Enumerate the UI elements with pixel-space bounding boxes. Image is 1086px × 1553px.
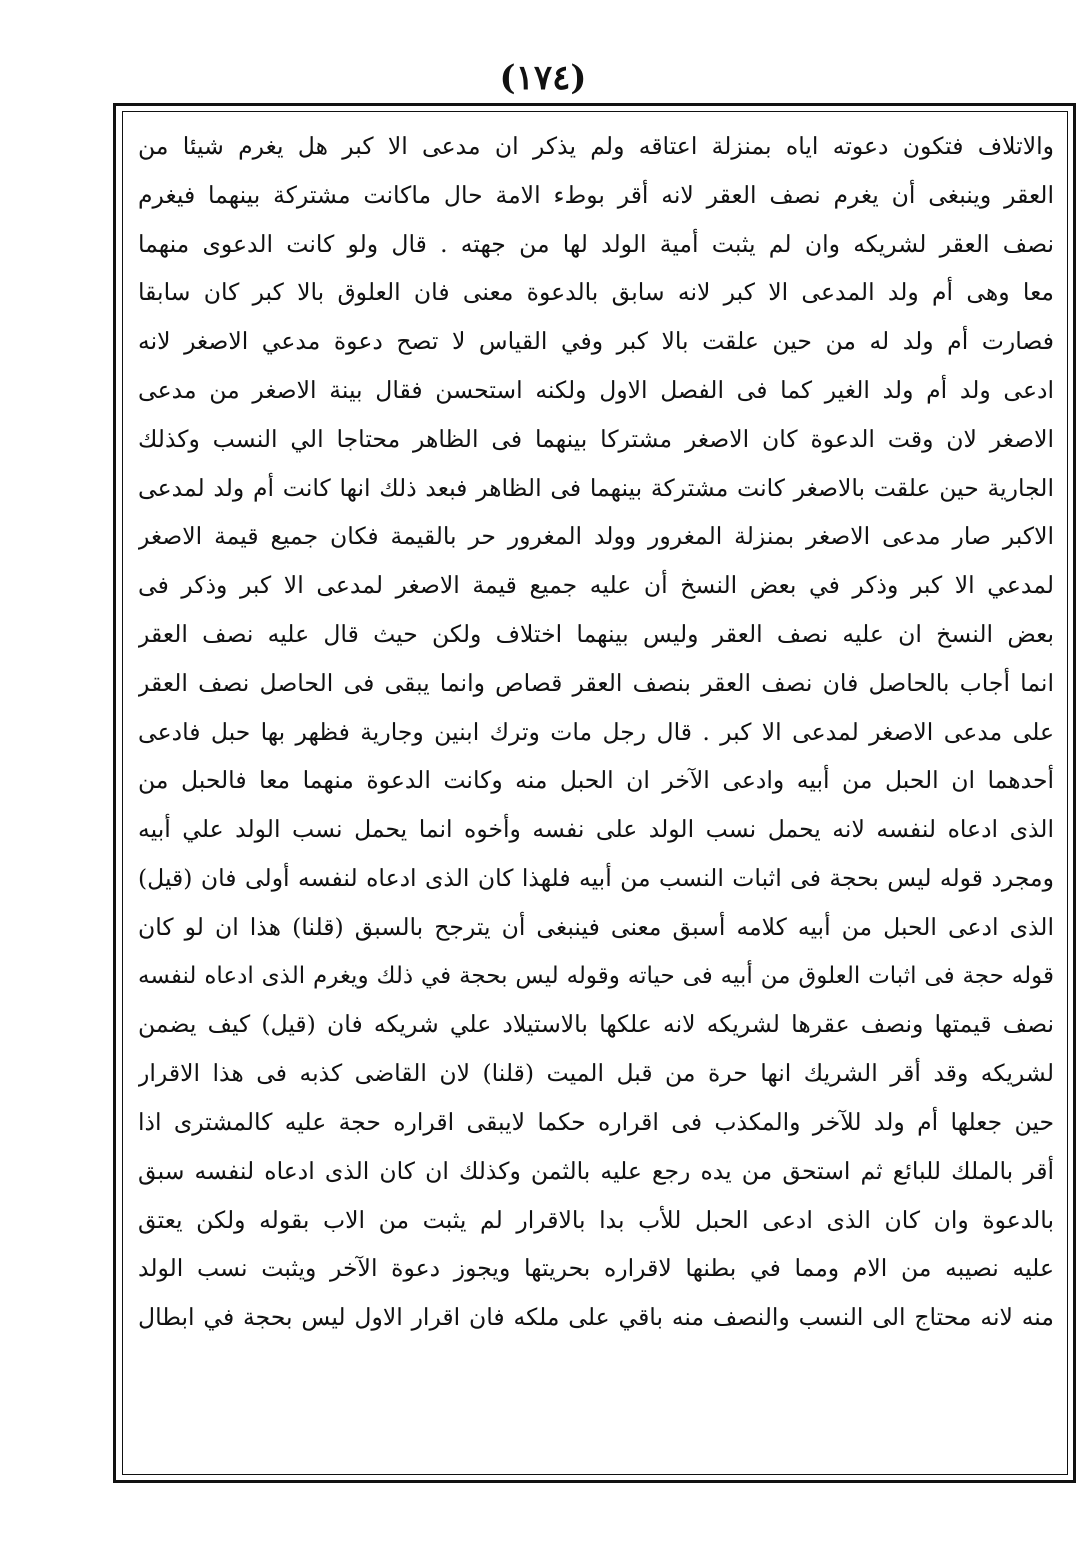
text-line-10: لمدعي الا كبر وذكر في بعض النسخ أن عليه جميع قيمة الاصغر لمدعى الا كبر وذكر فى [138, 571, 1054, 600]
text-line-2: العقر وينبغى أن يغرم نصف العقر لانه أقر بوطء الامة حال ماكانت مشتركة بينهما فيغرم [138, 180, 1054, 209]
text-line-3: نصف العقر لشريكه وان لم يثبت أمية الولد لها من جهته . قال ولو كانت الدعوى منهما [138, 229, 1054, 258]
text-line-23: بالدعوة وان كان الذى ادعى الحبل للأب بدا بالاقرار لم يثبت من الاب بقوله ولكن يعتق [138, 1205, 1054, 1234]
text-line-25: منه لانه محتاج الى النسب والنصف منه باقي على ملكه فان اقرار الاول ليس بحجة في ابطال [138, 1303, 1054, 1332]
page-number: (١٧٤) [499, 58, 587, 98]
text-line-6: ادعى ولد أم ولد الغير كما فى الفصل الاول ولكنه استحسن فقال بينة الاصغر من مدعى [138, 375, 1054, 404]
text-line-18: قوله حجة فى اثبات العلوق من أبيه فى حياته وقوله ليس بحجة في ذلك ويغرم الذى ادعاه لنفسه [138, 962, 1054, 989]
text-line-11: بعض النسخ ان عليه نصف العقر وليس بينهما اختلاف ولكن حيث قال عليه نصف العقر [138, 619, 1054, 648]
text-line-1: والاتلاف فتكون دعوته اياه بمنزلة اعتاقه ولم يذكر ان مدعى الا كبر هل يغرم شيئا من [138, 132, 1054, 160]
text-line-16: ومجرد قوله ليس بحجة فى اثبات النسب من أبيه فلهذا كان الذى ادعاه لنفسه أولى فان (قيل) [138, 863, 1054, 892]
text-line-15: الذى ادعاه لنفسه لانه يحمل نسب الولد على نفسه وأخوه انما يحمل نسب الولد علي أبيه [138, 815, 1054, 844]
body-text [138, 122, 1054, 1342]
text-line-24: عليه نصيبه من الام ومما في بطنها لاقراره بحريتها ويجوز دعوة الآخر ويثبت نسب الولد [138, 1254, 1054, 1283]
text-line-17: الذى ادعى الحبل من أبيه كلامه أسبق معنى فينبغى أن يترجح بالسبق (قلنا) هذا ان لو كان [138, 912, 1054, 941]
text-line-12: انما أجاب بالحاصل فان نصف العقر بنصف العقر قصاص وانما يبقى فى الحاصل نصف العقر [138, 668, 1054, 697]
text-line-20: لشريكه وقد أقر الشريك انها حرة من قبل الميت (قلنا) لان القاضى كذبه فى هذا الاقرار [138, 1059, 1054, 1088]
text-line-4: معا وهى أم ولد المدعى الا كبر لانه سابق بالدعوة معنى فان العلوق بالا كبر كان سابقا [138, 278, 1054, 307]
text-line-21: حين جعلها أم ولد للآخر والمكذب فى اقراره حكما لايبقى اقراره حجة عليه كالمشترى اذا [138, 1107, 1054, 1136]
text-line-9: الاكبر صار مدعى الاصغر بمنزلة المغرور وولد المغرور حر بالقيمة فكان جميع قيمة الاصغر [138, 522, 1054, 551]
text-line-7: الاصغر لان وقت الدعوة كان الاصغر مشتركا بينهما فى الظاهر محتاجا الي النسب وكذلك [138, 424, 1054, 453]
text-line-22: أقر بالملك للبائع ثم استحق من يده رجع عليه بالثمن وكذلك ان كان الذى ادعاه لنفسه سبق [138, 1156, 1054, 1185]
text-line-19: نصف قيمتها ونصف عقرها لشريكه لانه علكها بالاستيلاد علي شريكه فان (قيل) كيف يضمن [138, 1010, 1054, 1039]
text-line-14: أحدهما ان الحبل من أبيه وادعى الآخر ان الحبل منه وكانت الدعوة منهما معا فالحبل من [138, 766, 1054, 795]
text-line-13: على مدعى الاصغر لمدعى الا كبر . قال رجل مات وترك ابنين وجارية فظهر بها حبل فادعى [138, 717, 1054, 746]
text-line-5: فصارت أم ولد له من حين علقت بالا كبر وفي القياس لا تصح دعوة مدعي الاصغر لانه [138, 327, 1054, 356]
text-line-8: الجارية حين علقت بالاصغر كانت مشتركة بينهما فى الظاهر فبعد ذلك انها كانت أم ولد لمدعى [138, 473, 1054, 502]
